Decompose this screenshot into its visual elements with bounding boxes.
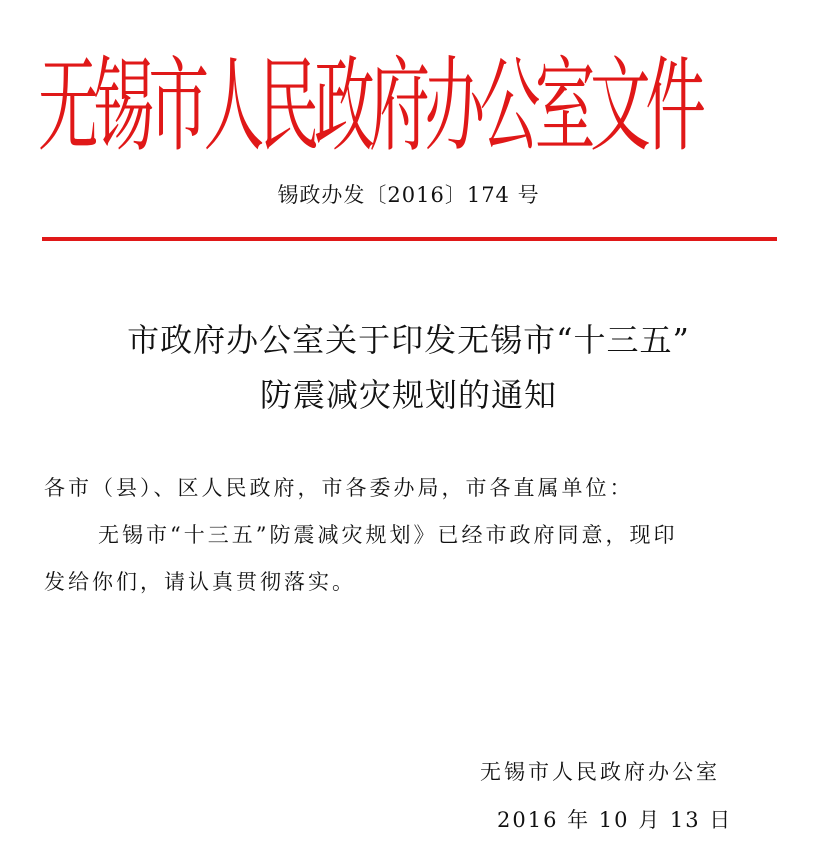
notice-title-line-2: 防震减灾规划的通知 <box>259 376 557 414</box>
document-number: 锡政办发〔2016〕174 号 <box>277 183 540 207</box>
issuer-signature: 无锡市人民政府办公室 <box>480 760 720 784</box>
document-header-title <box>38 14 778 200</box>
recipients-line: 各市（县）、区人民政府，市各委办局，市各直属单位： <box>44 476 634 500</box>
notice-title-line-1: 市政府办公室关于印发无锡市“十三五” <box>127 321 690 359</box>
body-paragraph-line-2: 发给你们，请认真贯彻落实。 <box>44 570 356 594</box>
body-paragraph-line-1: 无锡市“十三五”防震减灾规划》已经市政府同意，现印 <box>98 523 678 547</box>
red-divider-line <box>42 237 777 241</box>
header-title-text: 无锡市人民政府办公室文件 <box>38 46 701 166</box>
issue-date: 2016 年 10 月 13 日 <box>497 808 733 832</box>
